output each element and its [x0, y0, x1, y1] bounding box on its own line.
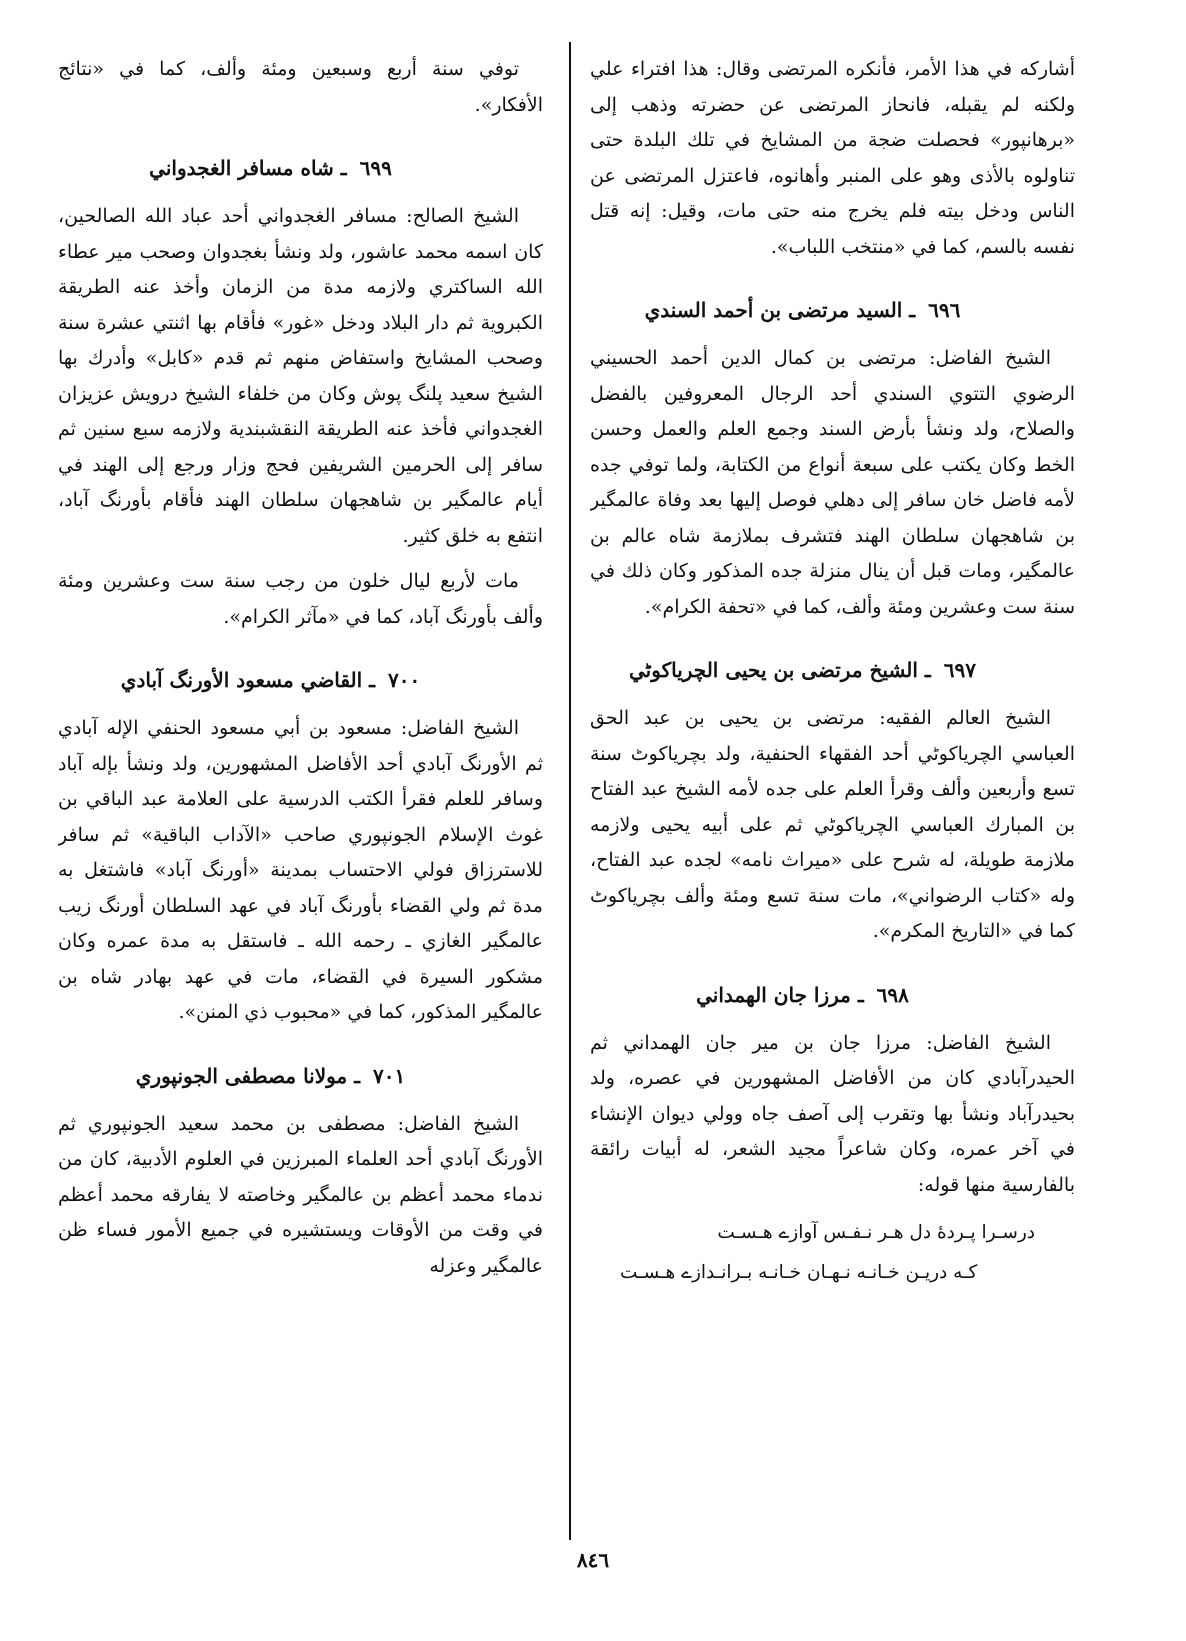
entry-body: الشيخ الفاضل: مرزا جان بن مير جان الهمداني ثم الحيدرآبادي كان من الأفاضل المشهورين في عصره، ولد بحيدرآباد ونشأ بها وتقرب إلى آصف جاه وولي ديوان الإنشاء في آخر عمره، وكان شاعراً مجيد الشعر، له أبيات رائقة بالفارسية منها قوله: — [590, 1031, 1075, 1196]
entry-number: ٦٩٩ — [359, 156, 392, 180]
page-number: ٨٤٦ — [576, 1548, 610, 1572]
entry-number: ٦٩٦ — [928, 298, 961, 322]
right-column — [590, 52, 1075, 1542]
verse-line-1: درسـرا پـردهٔ دل هـر نـفـس آوازے هـسـت — [717, 1222, 1035, 1243]
persian-verse — [590, 1213, 1075, 1293]
entry-body: الشيخ الفاضل: مصطفى بن محمد سعيد الجونپوري ثم الأورنگ آبادي أحد العلماء المبرزين في العلوم الأدبية، كان من ندماء محمد أعظم بن عالمگير وخاصته لا يفارقه محمد أعظم في وقت من الأوقات ويستشيره في جميع الأمور فساء ظن عالمگير وعزله — [58, 1112, 543, 1277]
verse-line-2: كـه دريـن خـانـه نـهـان خـانـه بـرانـدازے هـسـت — [620, 1262, 978, 1283]
continuation-paragraph: أشاركه في هذا الأمر، فأنكره المرتضى وقال: هذا افتراء علي ولكنه لم يقبله، فانحاز المرتضى عن حضرته وذهب إلى «برهانپور» فحصلت ضجة من المشايخ في تلك البلدة حتى تناولوه بالأذى وهو على المنبر وأهانوه، فاعتزل المرتضى عن الناس ودخل بيته فلم يخرج منه حتى مات، وقيل: إنه قتل نفسه بالسم، كما في «منتخب اللباب». — [590, 58, 1075, 258]
entry-title: ـ مولانا مصطفى الجونپوري — [135, 1063, 361, 1088]
entry-number: ٦٩٨ — [876, 982, 909, 1007]
entry-number: ٦٩٧ — [943, 658, 976, 682]
entry-title: ـ الشيخ مرتضى بن يحيى الچرياكوٹي — [629, 658, 931, 682]
entry-body: الشيخ الصالح: مسافر الغجدواني أحد عباد الله الصالحين، كان اسمه محمد عاشور، ولد ونشأ بغجدوان وصحب مير عطاء الله الساكتري ولازمه مدة من الزمان وأخذ عنه الطريقة الكبروية ثم دار البلاد ودخل «غور» فأقام بها اثنتي عشرة سنة وصحب المشايخ واستفاض منهم ثم قدم «كابل» وأدرك بها الشيخ سعيد پلنگ پوش وكان من خلفاء الشيخ درويش عزيزان الغجدواني فأخذ عنه الطريقة النقشبندية ولازمه سبع سنين ثم سافر إلى الحرمين الشريفين فحج وزار ورجع إلى الهند في أيام عالمگير بن شاهجهان سلطان الهند فأقام بأورنگ آباد، انتفع به خلق كثير. — [58, 205, 543, 547]
entry-title: ـ السيد مرتضى بن أحمد السندي — [644, 298, 916, 322]
entry-body: الشيخ الفاضل: مرتضى بن كمال الدين أحمد الحسيني الرضوي التتوي السندي أحد الرجال المعروفين بالفضل والصلاح، ولد ونشأ بأرض السند وجمع العلم والعمل وحسن الخط وكان يكتب على سبعة أنواع من الكتابة، ولما توفي جده لأمه فاضل خان سافر إلى دهلي فوصل إليها بعد وفاة عالمگير بن شاهجهان سلطان الهند فتشرف بملازمة شاه عالم بن عالمگير، ومات قبل أن ينال منزلة جده المذكور وكان ذلك في سنة ست وعشرين ومئة وألف، كما في «تحفة الكرام». — [590, 347, 1075, 618]
entry-body: مات لأربع ليال خلون من رجب سنة ست وعشرين ومئة وألف بأورنگ آباد، كما في «مآثر الكرام». — [58, 570, 543, 628]
entry-title: ـ شاه مسافر الغجدواني — [149, 156, 347, 180]
continuation-paragraph: توفي سنة أربع وسبعين ومئة وألف، كما في «نتائج الأفكار». — [58, 58, 543, 116]
entry-title: ـ القاضي مسعود الأورنگ آبادي — [120, 668, 375, 692]
entry-body: الشيخ الفاضل: مسعود بن أبي مسعود الحنفي الإله آبادي ثم الأورنگ آبادي أحد الأفاضل المشهورين، ولد ونشأ بإله آباد وسافر للعلم فقرأ الكتب الدرسية على العلامة عبد الباقي بن غوث الإسلام الجونپوري صاحب «الآداب الباقية» ثم سافر للاسترزاق فولي الاحتساب بمدينة «أورنگ آباد» فاشتغل به مدة ثم ولي القضاء بأورنگ آباد في عهد السلطان أورنگ زيب عالمگير الغازي ـ رحمه الله ـ فاستقل به مدة عمره وكان مشكور السيرة في القضاء، مات في عهد بهادر شاه بن عالمگير المذكور، كما في «محبوب ذي المنن». — [58, 717, 543, 1023]
entry-heading-700 — [58, 665, 543, 695]
column-divider — [569, 42, 571, 1540]
entry-heading-697 — [590, 655, 1075, 685]
entry-body: الشيخ العالم الفقيه: مرتضى بن يحيى بن عبد الحق العباسي الچرياكوٹي أحد الفقهاء الحنفية، ولد بچرياكوٹ سنة تسع وأربعين وألف وقرأ العلم على جده لأمه الشيخ عبد الفتاح بن المبارك العباسي الچرياكوٹي ثم على أبيه يحيى ولازمه ملازمة طويلة، له شرح على «ميراث نامه» لجده عبد الفتاح، وله «كتاب الرضواني»، مات سنة تسع ومئة وألف بچرياكوٹ كما في «التاريخ المكرم». — [590, 707, 1075, 942]
entry-heading-701 — [58, 1061, 543, 1091]
entry-title: ـ مرزا جان الهمداني — [696, 982, 864, 1007]
entry-number: ٧٠٠ — [387, 668, 421, 692]
left-column — [58, 52, 543, 1542]
entry-heading-699 — [58, 153, 543, 183]
entry-number: ٧٠١ — [372, 1063, 406, 1088]
entry-heading-696 — [590, 295, 1075, 325]
entry-heading-698 — [590, 980, 1075, 1010]
